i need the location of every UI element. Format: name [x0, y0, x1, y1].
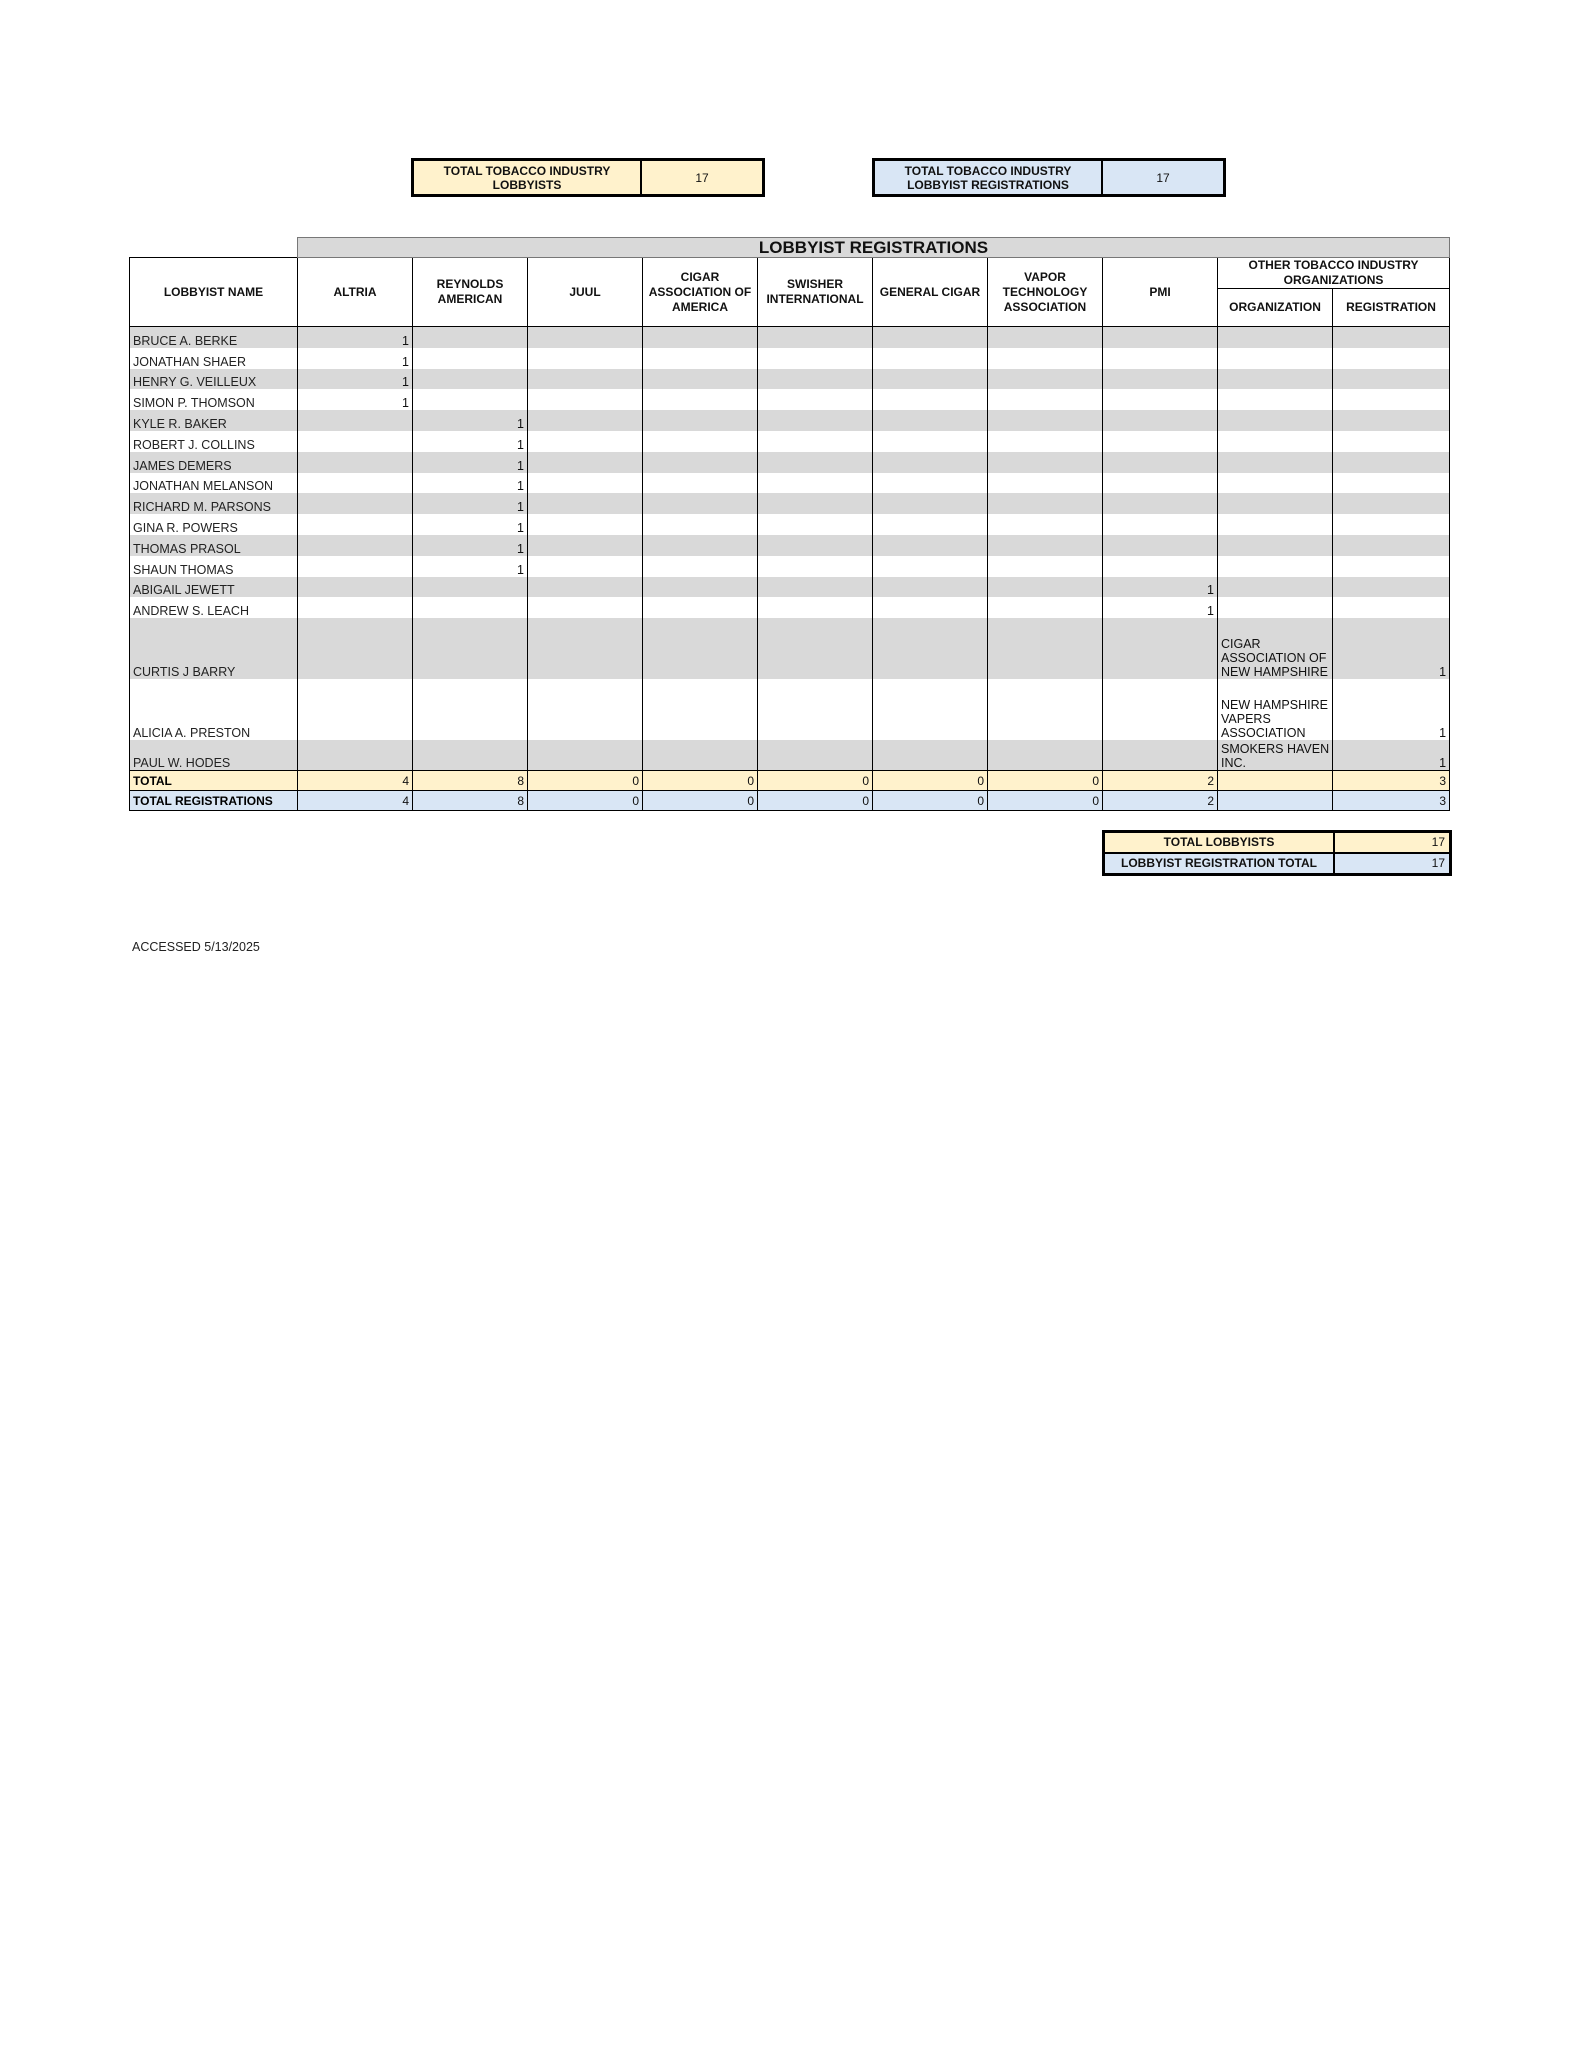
- altria-cell: [298, 473, 413, 494]
- registration-cell: [1333, 597, 1450, 618]
- total-juul: 0: [528, 771, 643, 791]
- vapor-cell: [988, 369, 1103, 390]
- cigar-association-cell: [643, 431, 758, 452]
- header-juul: JUUL: [528, 258, 643, 327]
- altria-cell: 1: [298, 389, 413, 410]
- pmi-cell: [1103, 410, 1218, 431]
- table-title: LOBBYIST REGISTRATIONS: [298, 238, 1450, 258]
- reynolds-cell: [413, 389, 528, 410]
- pmi-cell: [1103, 618, 1218, 679]
- vapor-cell: [988, 679, 1103, 740]
- cigar-association-cell: [643, 514, 758, 535]
- lobbyist-name-cell: BRUCE A. BERKE: [130, 327, 298, 348]
- general-cigar-cell: [873, 452, 988, 473]
- cigar-association-cell: [643, 597, 758, 618]
- lobbyist-name-cell: PAUL W. HODES: [130, 740, 298, 771]
- registration-cell: 1: [1333, 679, 1450, 740]
- pmi-cell: 1: [1103, 597, 1218, 618]
- total-general-cigar: 0: [873, 771, 988, 791]
- general-cigar-cell: [873, 514, 988, 535]
- table-row: [130, 327, 1450, 348]
- lobbyist-name-cell: THOMAS PRASOL: [130, 535, 298, 556]
- general-cigar-cell: [873, 327, 988, 348]
- registration-cell: [1333, 327, 1450, 348]
- total-organization: [1218, 771, 1333, 791]
- general-cigar-cell: [873, 348, 988, 369]
- lobbyist-name-cell: KYLE R. BAKER: [130, 410, 298, 431]
- reynolds-cell: 1: [413, 556, 528, 577]
- registration-cell: [1333, 369, 1450, 390]
- swisher-cell: [758, 740, 873, 771]
- organization-cell: [1218, 410, 1333, 431]
- pmi-cell: 1: [1103, 577, 1218, 598]
- juul-cell: [528, 740, 643, 771]
- general-cigar-cell: [873, 369, 988, 390]
- altria-cell: [298, 618, 413, 679]
- altria-cell: 1: [298, 348, 413, 369]
- pmi-cell: [1103, 431, 1218, 452]
- juul-cell: [528, 431, 643, 452]
- total-label: TOTAL: [130, 771, 298, 791]
- registration-cell: [1333, 410, 1450, 431]
- lobbyist-name-cell: SHAUN THOMAS: [130, 556, 298, 577]
- total-reynolds: 8: [413, 771, 528, 791]
- juul-cell: [528, 618, 643, 679]
- organization-cell: [1218, 556, 1333, 577]
- reynolds-cell: 1: [413, 493, 528, 514]
- registration-cell: [1333, 535, 1450, 556]
- general-cigar-cell: [873, 493, 988, 514]
- juul-cell: [528, 514, 643, 535]
- organization-cell: [1218, 389, 1333, 410]
- altria-cell: [298, 535, 413, 556]
- pmi-cell: [1103, 679, 1218, 740]
- table-row: [130, 535, 1450, 556]
- vapor-cell: [988, 452, 1103, 473]
- pmi-cell: [1103, 740, 1218, 771]
- vapor-cell: [988, 327, 1103, 348]
- totreg-swisher: 0: [758, 791, 873, 811]
- lobbyist-name-cell: GINA R. POWERS: [130, 514, 298, 535]
- total-lobbyists-value: 17: [642, 161, 762, 194]
- totreg-altria: 4: [298, 791, 413, 811]
- cigar-association-cell: [643, 369, 758, 390]
- vapor-cell: [988, 740, 1103, 771]
- juul-cell: [528, 597, 643, 618]
- total-altria: 4: [298, 771, 413, 791]
- lobbyist-name-cell: JONATHAN SHAER: [130, 348, 298, 369]
- juul-cell: [528, 473, 643, 494]
- cigar-association-cell: [643, 679, 758, 740]
- altria-cell: 1: [298, 369, 413, 390]
- altria-cell: [298, 493, 413, 514]
- organization-cell: [1218, 369, 1333, 390]
- total-registrations-value: 17: [1103, 161, 1223, 194]
- pmi-cell: [1103, 327, 1218, 348]
- lobbyist-name-cell: HENRY G. VEILLEUX: [130, 369, 298, 390]
- swisher-cell: [758, 514, 873, 535]
- bottom-summary: [1102, 830, 1452, 876]
- reynolds-cell: [413, 740, 528, 771]
- vapor-cell: [988, 618, 1103, 679]
- total-row: [130, 771, 1450, 791]
- totreg-pmi: 2: [1103, 791, 1218, 811]
- vapor-cell: [988, 514, 1103, 535]
- table-row: [130, 597, 1450, 618]
- table-row: [130, 556, 1450, 577]
- swisher-cell: [758, 431, 873, 452]
- juul-cell: [528, 410, 643, 431]
- juul-cell: [528, 535, 643, 556]
- lobbyist-name-cell: ALICIA A. PRESTON: [130, 679, 298, 740]
- totreg-vapor: 0: [988, 791, 1103, 811]
- total-registration: 3: [1333, 771, 1450, 791]
- swisher-cell: [758, 618, 873, 679]
- total-lobbyists-footer-label: TOTAL LOBBYISTS: [1105, 833, 1335, 852]
- organization-cell: [1218, 535, 1333, 556]
- altria-cell: [298, 740, 413, 771]
- cigar-association-cell: [643, 577, 758, 598]
- pmi-cell: [1103, 473, 1218, 494]
- header-altria: ALTRIA: [298, 258, 413, 327]
- pmi-cell: [1103, 369, 1218, 390]
- pmi-cell: [1103, 389, 1218, 410]
- reynolds-cell: 1: [413, 410, 528, 431]
- altria-cell: [298, 514, 413, 535]
- organization-cell: NEW HAMPSHIRE VAPERS ASSOCIATION: [1218, 679, 1333, 740]
- organization-cell: SMOKERS HAVEN INC.: [1218, 740, 1333, 771]
- totreg-reynolds: 8: [413, 791, 528, 811]
- juul-cell: [528, 348, 643, 369]
- table-row: [130, 473, 1450, 494]
- lobbyist-name-cell: SIMON P. THOMSON: [130, 389, 298, 410]
- total-swisher: 0: [758, 771, 873, 791]
- swisher-cell: [758, 679, 873, 740]
- juul-cell: [528, 577, 643, 598]
- totreg-general-cigar: 0: [873, 791, 988, 811]
- juul-cell: [528, 679, 643, 740]
- swisher-cell: [758, 493, 873, 514]
- vapor-cell: [988, 348, 1103, 369]
- total-registrations-row: [130, 791, 1450, 811]
- organization-cell: [1218, 577, 1333, 598]
- juul-cell: [528, 556, 643, 577]
- table-row: [130, 452, 1450, 473]
- cigar-association-cell: [643, 473, 758, 494]
- altria-cell: [298, 410, 413, 431]
- cigar-association-cell: [643, 452, 758, 473]
- swisher-cell: [758, 535, 873, 556]
- total-lobbyists-footer-value: 17: [1335, 833, 1449, 852]
- header-reynolds: REYNOLDS AMERICAN: [413, 258, 528, 327]
- header-cigar-association: CIGAR ASSOCIATION OF AMERICA: [643, 258, 758, 327]
- altria-cell: [298, 679, 413, 740]
- organization-cell: [1218, 493, 1333, 514]
- cigar-association-cell: [643, 535, 758, 556]
- general-cigar-cell: [873, 389, 988, 410]
- registration-cell: [1333, 431, 1450, 452]
- swisher-cell: [758, 473, 873, 494]
- reynolds-cell: [413, 679, 528, 740]
- lobbyist-name-cell: ABIGAIL JEWETT: [130, 577, 298, 598]
- registration-cell: [1333, 348, 1450, 369]
- total-vapor: 0: [988, 771, 1103, 791]
- reynolds-cell: 1: [413, 431, 528, 452]
- general-cigar-cell: [873, 597, 988, 618]
- total-registrations-label: TOTAL TOBACCO INDUSTRY LOBBYIST REGISTRATIONS: [875, 161, 1103, 194]
- registration-cell: [1333, 577, 1450, 598]
- altria-cell: [298, 597, 413, 618]
- juul-cell: [528, 452, 643, 473]
- reynolds-cell: [413, 327, 528, 348]
- organization-cell: [1218, 473, 1333, 494]
- registration-cell: [1333, 556, 1450, 577]
- organization-cell: [1218, 431, 1333, 452]
- organization-cell: [1218, 348, 1333, 369]
- reynolds-cell: [413, 348, 528, 369]
- lobbyist-name-cell: ANDREW S. LEACH: [130, 597, 298, 618]
- organization-cell: [1218, 452, 1333, 473]
- vapor-cell: [988, 597, 1103, 618]
- table-row: [130, 369, 1450, 390]
- cigar-association-cell: [643, 348, 758, 369]
- registration-cell: [1333, 473, 1450, 494]
- juul-cell: [528, 327, 643, 348]
- table-row: [130, 514, 1450, 535]
- general-cigar-cell: [873, 577, 988, 598]
- reynolds-cell: 1: [413, 535, 528, 556]
- reynolds-cell: 1: [413, 452, 528, 473]
- table-row: [130, 740, 1450, 771]
- header-registration: REGISTRATION: [1333, 289, 1450, 327]
- vapor-cell: [988, 577, 1103, 598]
- reynolds-cell: 1: [413, 473, 528, 494]
- registration-total-footer-value: 17: [1335, 854, 1449, 873]
- general-cigar-cell: [873, 556, 988, 577]
- accessed-date: ACCESSED 5/13/2025: [132, 940, 260, 954]
- pmi-cell: [1103, 556, 1218, 577]
- cigar-association-cell: [643, 389, 758, 410]
- lobbyist-name-cell: JAMES DEMERS: [130, 452, 298, 473]
- pmi-cell: [1103, 535, 1218, 556]
- reynolds-cell: 1: [413, 514, 528, 535]
- registration-cell: [1333, 493, 1450, 514]
- lobbyist-registrations-table: [129, 237, 1450, 811]
- registration-total-footer-label: LOBBYIST REGISTRATION TOTAL: [1105, 854, 1335, 873]
- table-row: [130, 431, 1450, 452]
- table-row: [130, 348, 1450, 369]
- organization-cell: [1218, 514, 1333, 535]
- vapor-cell: [988, 410, 1103, 431]
- registration-cell: [1333, 389, 1450, 410]
- organization-cell: [1218, 327, 1333, 348]
- table-row: [130, 577, 1450, 598]
- reynolds-cell: [413, 618, 528, 679]
- juul-cell: [528, 493, 643, 514]
- header-swisher: SWISHER INTERNATIONAL: [758, 258, 873, 327]
- cigar-association-cell: [643, 740, 758, 771]
- lobbyist-name-cell: ROBERT J. COLLINS: [130, 431, 298, 452]
- altria-cell: [298, 452, 413, 473]
- general-cigar-cell: [873, 473, 988, 494]
- swisher-cell: [758, 410, 873, 431]
- registration-cell: [1333, 514, 1450, 535]
- pmi-cell: [1103, 452, 1218, 473]
- table-row: [130, 493, 1450, 514]
- vapor-cell: [988, 493, 1103, 514]
- altria-cell: [298, 556, 413, 577]
- pmi-cell: [1103, 493, 1218, 514]
- general-cigar-cell: [873, 618, 988, 679]
- organization-cell: [1218, 597, 1333, 618]
- totreg-cigar-association: 0: [643, 791, 758, 811]
- lobbyist-name-cell: RICHARD M. PARSONS: [130, 493, 298, 514]
- general-cigar-cell: [873, 679, 988, 740]
- table-row: [130, 410, 1450, 431]
- swisher-cell: [758, 556, 873, 577]
- vapor-cell: [988, 535, 1103, 556]
- registration-cell: 1: [1333, 618, 1450, 679]
- altria-cell: [298, 431, 413, 452]
- header-lobbyist-name: LOBBYIST NAME: [130, 258, 298, 327]
- registration-cell: 1: [1333, 740, 1450, 771]
- organization-cell: CIGAR ASSOCIATION OF NEW HAMPSHIRE: [1218, 618, 1333, 679]
- swisher-cell: [758, 597, 873, 618]
- total-lobbyists-label: TOTAL TOBACCO INDUSTRY LOBBYISTS: [414, 161, 642, 194]
- total-cigar-association: 0: [643, 771, 758, 791]
- altria-cell: [298, 577, 413, 598]
- header-other-organizations: OTHER TOBACCO INDUSTRY ORGANIZATIONS: [1218, 258, 1450, 289]
- header-pmi: PMI: [1103, 258, 1218, 327]
- vapor-cell: [988, 389, 1103, 410]
- cigar-association-cell: [643, 493, 758, 514]
- lobbyist-name-cell: CURTIS J BARRY: [130, 618, 298, 679]
- vapor-cell: [988, 431, 1103, 452]
- total-registrations-summary: [872, 158, 1226, 197]
- total-pmi: 2: [1103, 771, 1218, 791]
- general-cigar-cell: [873, 410, 988, 431]
- header-vapor: VAPOR TECHNOLOGY ASSOCIATION: [988, 258, 1103, 327]
- general-cigar-cell: [873, 431, 988, 452]
- total-registrations-label: TOTAL REGISTRATIONS: [130, 791, 298, 811]
- general-cigar-cell: [873, 535, 988, 556]
- pmi-cell: [1103, 514, 1218, 535]
- cigar-association-cell: [643, 410, 758, 431]
- table-row: [130, 389, 1450, 410]
- reynolds-cell: [413, 577, 528, 598]
- totreg-organization: [1218, 791, 1333, 811]
- total-lobbyists-summary: [411, 158, 765, 197]
- header-organization: ORGANIZATION: [1218, 289, 1333, 327]
- cigar-association-cell: [643, 327, 758, 348]
- juul-cell: [528, 369, 643, 390]
- swisher-cell: [758, 577, 873, 598]
- cigar-association-cell: [643, 618, 758, 679]
- vapor-cell: [988, 473, 1103, 494]
- registration-cell: [1333, 452, 1450, 473]
- swisher-cell: [758, 389, 873, 410]
- table-row: [130, 618, 1450, 679]
- header-general-cigar: GENERAL CIGAR: [873, 258, 988, 327]
- altria-cell: 1: [298, 327, 413, 348]
- swisher-cell: [758, 452, 873, 473]
- pmi-cell: [1103, 348, 1218, 369]
- reynolds-cell: [413, 369, 528, 390]
- general-cigar-cell: [873, 740, 988, 771]
- totreg-juul: 0: [528, 791, 643, 811]
- swisher-cell: [758, 348, 873, 369]
- vapor-cell: [988, 556, 1103, 577]
- table-row: [130, 679, 1450, 740]
- juul-cell: [528, 389, 643, 410]
- reynolds-cell: [413, 597, 528, 618]
- swisher-cell: [758, 369, 873, 390]
- swisher-cell: [758, 327, 873, 348]
- totreg-registration: 3: [1333, 791, 1450, 811]
- lobbyist-name-cell: JONATHAN MELANSON: [130, 473, 298, 494]
- cigar-association-cell: [643, 556, 758, 577]
